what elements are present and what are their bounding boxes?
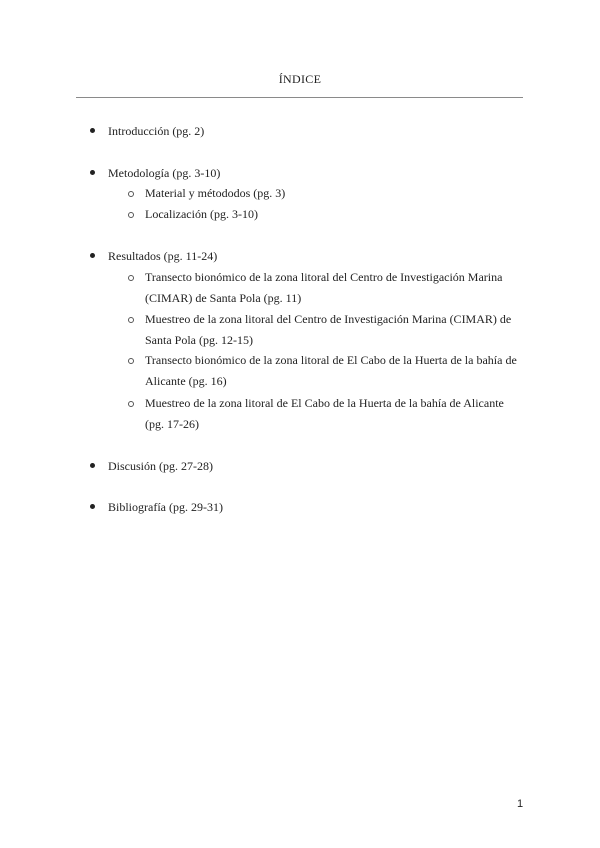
hollow-bullet-icon (128, 212, 134, 218)
hollow-bullet-icon (128, 358, 134, 364)
toc-item-label: Metodología (pg. 3-10) (108, 166, 221, 180)
toc-subitem-label: Material y métododos (pg. 3) (145, 186, 286, 200)
toc-item-label: Resultados (pg. 11-24) (108, 249, 218, 263)
bullet-icon (90, 504, 95, 509)
toc-subitem-transecto-alicante (145, 350, 525, 392)
hollow-bullet-icon (128, 191, 134, 197)
toc-item-metodologia (108, 166, 220, 180)
toc-subitem-material-metodos (145, 183, 525, 204)
toc-subitem-transecto-santa-pola (145, 267, 525, 309)
bullet-icon (90, 170, 95, 175)
toc-item-bibliografia (108, 500, 223, 514)
hollow-bullet-icon (128, 401, 134, 407)
toc-subitem-label: Muestreo de la zona litoral del Centro de Investigación Marina (CIMAR) de Santa Pola (pg. 12-15) (145, 312, 512, 347)
toc-item-discusion (108, 459, 213, 473)
toc-item-resultados (108, 249, 217, 263)
toc-item-label: Introducción (pg. 2) (108, 124, 205, 138)
toc-subitem-label: Localización (pg. 3-10) (145, 207, 258, 221)
bullet-icon (90, 128, 95, 133)
title-divider (76, 97, 523, 98)
toc-item-label: Discusión (pg. 27-28) (108, 459, 213, 473)
toc-subitem-muestreo-alicante (145, 393, 525, 435)
toc-item-label: Bibliografía (pg. 29-31) (108, 500, 223, 514)
toc-item-introduccion (108, 124, 204, 138)
toc-subitem-label: Transecto bionómico de la zona litoral del Centro de Investigación Marina (CIMAR) de Santa Pola (pg. 11) (145, 270, 503, 305)
toc-subitem-label: Transecto bionómico de la zona litoral de El Cabo de la Huerta de la bahía de Alicante (pg. 16) (145, 353, 517, 388)
toc-subitem-label: Muestreo de la zona litoral de El Cabo de la Huerta de la bahía de Alicante (pg. 17-26) (145, 396, 504, 431)
toc-subitem-muestreo-santa-pola (145, 309, 525, 351)
bullet-icon (90, 253, 95, 258)
hollow-bullet-icon (128, 275, 134, 281)
page-number: 1 (517, 798, 524, 810)
hollow-bullet-icon (128, 317, 134, 323)
bullet-icon (90, 463, 95, 468)
page-title: ÍNDICE (278, 72, 322, 86)
toc-subitem-localizacion (145, 204, 525, 225)
